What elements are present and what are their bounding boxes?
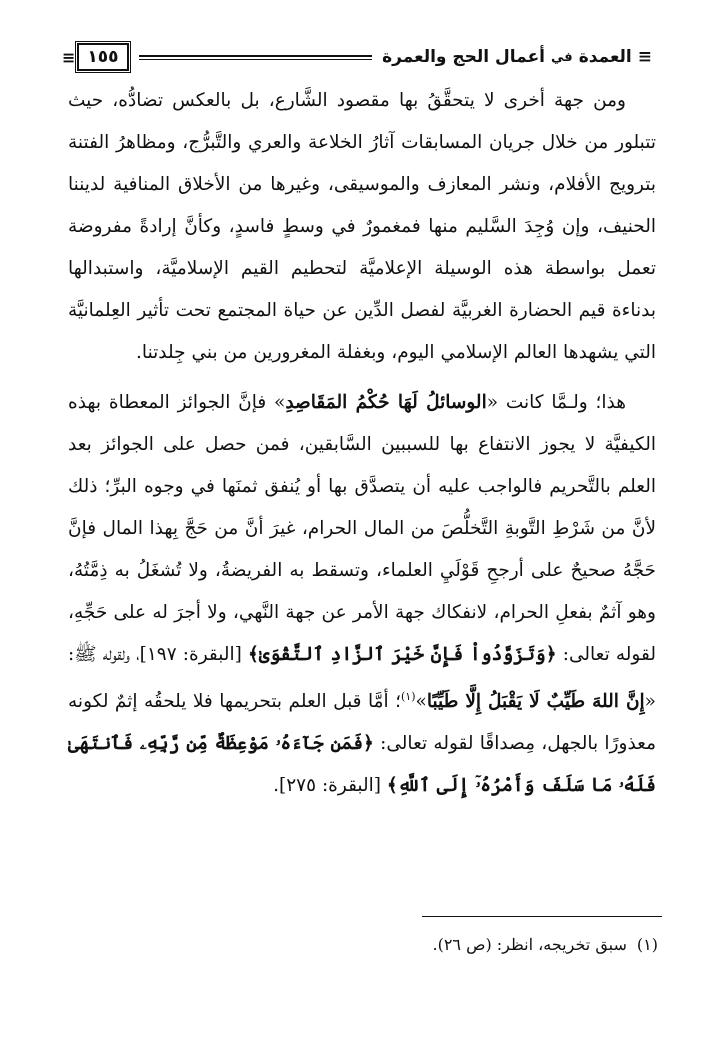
main-text — [68, 80, 656, 807]
hadith-text: إِنَّ اللهَ طَيِّبٌ لَا يَقْبَلُ إِلَّا طَيِّبًا — [426, 691, 645, 713]
p2-part5: ؛ أمَّا قبل العلم بتحريمها فلا يلحقُه إثمٌ لكونه معذورًا بالجهل، مِصداقًا لقوله تعالى: — [68, 691, 656, 755]
footnote-divider — [422, 916, 662, 917]
p2-part2: » فإنَّ الجوائز المعطاة بهذه الكيفيَّة لا يجوز الانتفاع بها للسببين السَّابقين، فمن حصل على الجوائز بعد العلم بالتَّحريم فالواجب عليه أن يتصدَّق بها أو يُنفق ثمنَها في وجوه البرِّ؛ ذلك لأنَّ من شَرْطِ التَّوبةِ التَّخلُّصَ من المال الحرام، غيرَ أنَّ من حَجَّ بِهذا المال فإنَّ حَجَّهُ صحيحٌ على أرجحِ قَوْلَيِ العلماء، وتسقط به الفريضةُ، ولا تُشغَلُ به ذِمَّتُهُ، وهو آثمٌ بفعلِ الحرام، لانفكاك جهة الأمر عن جهة النَّهي، ولا أجرَ له على حَجِّهِ، لقوله تعالى: — [68, 392, 656, 665]
title-rest: أعمال الحج والعمرة — [382, 47, 546, 67]
page-number-box — [62, 43, 129, 71]
p2-part3: [البقرة: ١٩٧]، ولقوله ﷺ: « — [68, 644, 656, 713]
quran-verse-2: ﴿فَمَن جَآءَهُۥ مَوْعِظَةٌ مِّن رَّبِّهِۦ فَٱنتَهَىٰ فَلَهُۥ مَا سَلَفَ وَأَمْرُهُۥٓ إِلَى ٱللَّهِ﴾ — [68, 733, 656, 797]
book-title — [382, 47, 652, 67]
p2-part1: هذا؛ ولـمَّا كانت « — [486, 392, 627, 413]
p2-part4: » — [415, 691, 427, 713]
title-connector: في — [551, 49, 573, 65]
p2-maxim: الوسائلُ لَهَا حُكْمُ المَقَاصِدِ — [285, 392, 487, 413]
footnote-1 — [68, 930, 658, 960]
footnote-text: سبق تخريجه، انظر: (ص ٢٦). — [432, 935, 627, 954]
footnotes — [68, 930, 658, 960]
title-prefix: العمدة — [578, 47, 632, 67]
header-bars-icon-left: ≡ — [62, 47, 74, 67]
header-bars-icon: ≡ — [637, 47, 652, 67]
running-header — [62, 40, 652, 74]
paragraph-2 — [68, 382, 656, 807]
header-rule — [139, 55, 373, 60]
page-number: ١٥٥ — [77, 43, 128, 71]
footnote-number: (١) — [636, 935, 658, 954]
p2-part6: [البقرة: ٢٧٥]. — [273, 775, 387, 797]
quran-verse-1: ﴿وَتَزَوَّدُواْ فَإِنَّ خَيْرَ ٱلزَّادِ ٱلتَّقْوَىٰ﴾ — [247, 644, 557, 665]
paragraph-1: ومن جهة أخرى لا يتحقَّقُ بها مقصود الشَّارع، بل بالعكس تضادُّه، حيث تتبلور من خلال جريان المسابقات آثارُ الخلاعة والعري والتَّبرُّج، ومظاهرُ الفتنة بترويج الأفلام، ونشر المعازف والموسيقى، وغيرها من الأخلاق المنافية لديننا الحنيف، وإن وُجِدَ السَّليم منها فمغمورٌ في وسطٍ فاسدٍ، وكأنَّ إرادةً مفروضة تعمل بواسطة هذه الوسيلة الإعلاميَّة لتحطيم القيم الإسلاميَّة، واستبدالها بدناءة قيم الحضارة الغربيَّة لفصل الدِّين عن حياة المجتمع تحت تأثير العِلمانيَّة التي يشهدها العالم الإسلامي اليوم، وبغفلة المغرورين من بني جِلدتنا. — [68, 90, 656, 363]
footnote-ref-1[interactable]: (١) — [400, 690, 416, 703]
